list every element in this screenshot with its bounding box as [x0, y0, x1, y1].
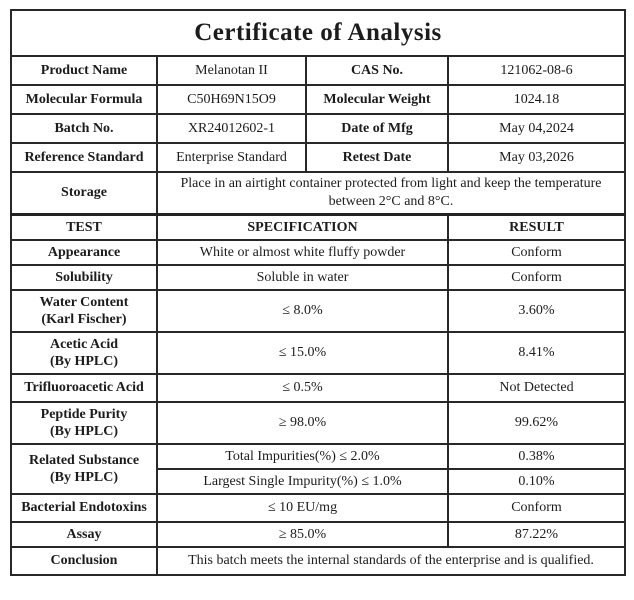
test-column-header: TEST: [11, 214, 157, 240]
test-name-line2: (By HPLC): [49, 424, 119, 439]
storage-label: Storage: [11, 172, 157, 214]
test-result: 0.10%: [448, 469, 625, 494]
page-title: Certificate of Analysis: [11, 10, 625, 56]
reference-standard-value: Enterprise Standard: [157, 143, 306, 172]
date-of-mfg-label: Date of Mfg: [306, 114, 448, 143]
test-result: Conform: [448, 240, 625, 265]
product-name-value: Melanotan II: [157, 56, 306, 85]
specification-column-header: SPECIFICATION: [157, 214, 448, 240]
table-row: [11, 240, 625, 265]
test-result: Not Detected: [448, 374, 625, 402]
test-header-row: [11, 214, 625, 240]
table-row: [11, 374, 625, 402]
table-row: [11, 56, 625, 85]
molecular-weight-label: Molecular Weight: [306, 85, 448, 114]
test-name-line2: (Karl Fischer): [41, 312, 127, 327]
test-result: 8.41%: [448, 332, 625, 374]
test-name-line1: Peptide Purity: [40, 406, 128, 422]
table-row: [11, 290, 625, 332]
test-name: Trifluoroacetic Acid: [11, 374, 157, 402]
test-spec: ≥ 85.0%: [157, 522, 448, 547]
test-name: [11, 290, 157, 332]
table-row: [11, 114, 625, 143]
test-name: [11, 402, 157, 444]
test-name-line1: Related Substance: [28, 452, 140, 468]
table-row: [11, 85, 625, 114]
test-name: Solubility: [11, 265, 157, 290]
test-name: [11, 444, 157, 494]
test-result: Conform: [448, 265, 625, 290]
test-spec: ≤ 15.0%: [157, 332, 448, 374]
table-row: [11, 522, 625, 547]
test-spec: White or almost white fluffy powder: [157, 240, 448, 265]
test-result: 99.62%: [448, 402, 625, 444]
product-name-label: Product Name: [11, 56, 157, 85]
test-name: [11, 332, 157, 374]
table-row: [11, 402, 625, 444]
reference-standard-label: Reference Standard: [11, 143, 157, 172]
table-row: [11, 143, 625, 172]
test-name: Assay: [11, 522, 157, 547]
title-row: [11, 10, 625, 56]
test-spec: Soluble in water: [157, 265, 448, 290]
test-result: Conform: [448, 494, 625, 522]
test-name-line2: (By HPLC): [49, 354, 119, 369]
molecular-formula-label: Molecular Formula: [11, 85, 157, 114]
cas-no-label: CAS No.: [306, 56, 448, 85]
table-row: [11, 265, 625, 290]
test-name-line1: Water Content: [39, 294, 129, 310]
storage-value: Place in an airtight container protected from light and keep the temperature between 2°C and 8°C.: [157, 172, 625, 214]
certificate-of-analysis-table: [10, 9, 626, 576]
batch-no-value: XR24012602-1: [157, 114, 306, 143]
molecular-weight-value: 1024.18: [448, 85, 625, 114]
test-spec: ≤ 10 EU/mg: [157, 494, 448, 522]
conclusion-row: [11, 547, 625, 575]
result-column-header: RESULT: [448, 214, 625, 240]
retest-date-label: Retest Date: [306, 143, 448, 172]
test-spec: Total Impurities(%) ≤ 2.0%: [157, 444, 448, 469]
date-of-mfg-value: May 04,2024: [448, 114, 625, 143]
storage-row: [11, 172, 625, 214]
retest-date-value: May 03,2026: [448, 143, 625, 172]
test-spec: ≤ 8.0%: [157, 290, 448, 332]
test-name-line2: (By HPLC): [49, 470, 119, 485]
test-name: Appearance: [11, 240, 157, 265]
test-result: 0.38%: [448, 444, 625, 469]
table-row: [11, 332, 625, 374]
test-result: 3.60%: [448, 290, 625, 332]
cas-no-value: 121062-08-6: [448, 56, 625, 85]
batch-no-label: Batch No.: [11, 114, 157, 143]
test-spec: Largest Single Impurity(%) ≤ 1.0%: [157, 469, 448, 494]
test-spec: ≤ 0.5%: [157, 374, 448, 402]
test-result: 87.22%: [448, 522, 625, 547]
test-name-line1: Acetic Acid: [49, 336, 119, 352]
conclusion-value: This batch meets the internal standards of the enterprise and is qualified.: [157, 547, 625, 575]
test-name: Bacterial Endotoxins: [11, 494, 157, 522]
molecular-formula-value: C50H69N15O9: [157, 85, 306, 114]
conclusion-label: Conclusion: [11, 547, 157, 575]
test-spec: ≥ 98.0%: [157, 402, 448, 444]
table-row: [11, 444, 625, 469]
table-row: [11, 494, 625, 522]
